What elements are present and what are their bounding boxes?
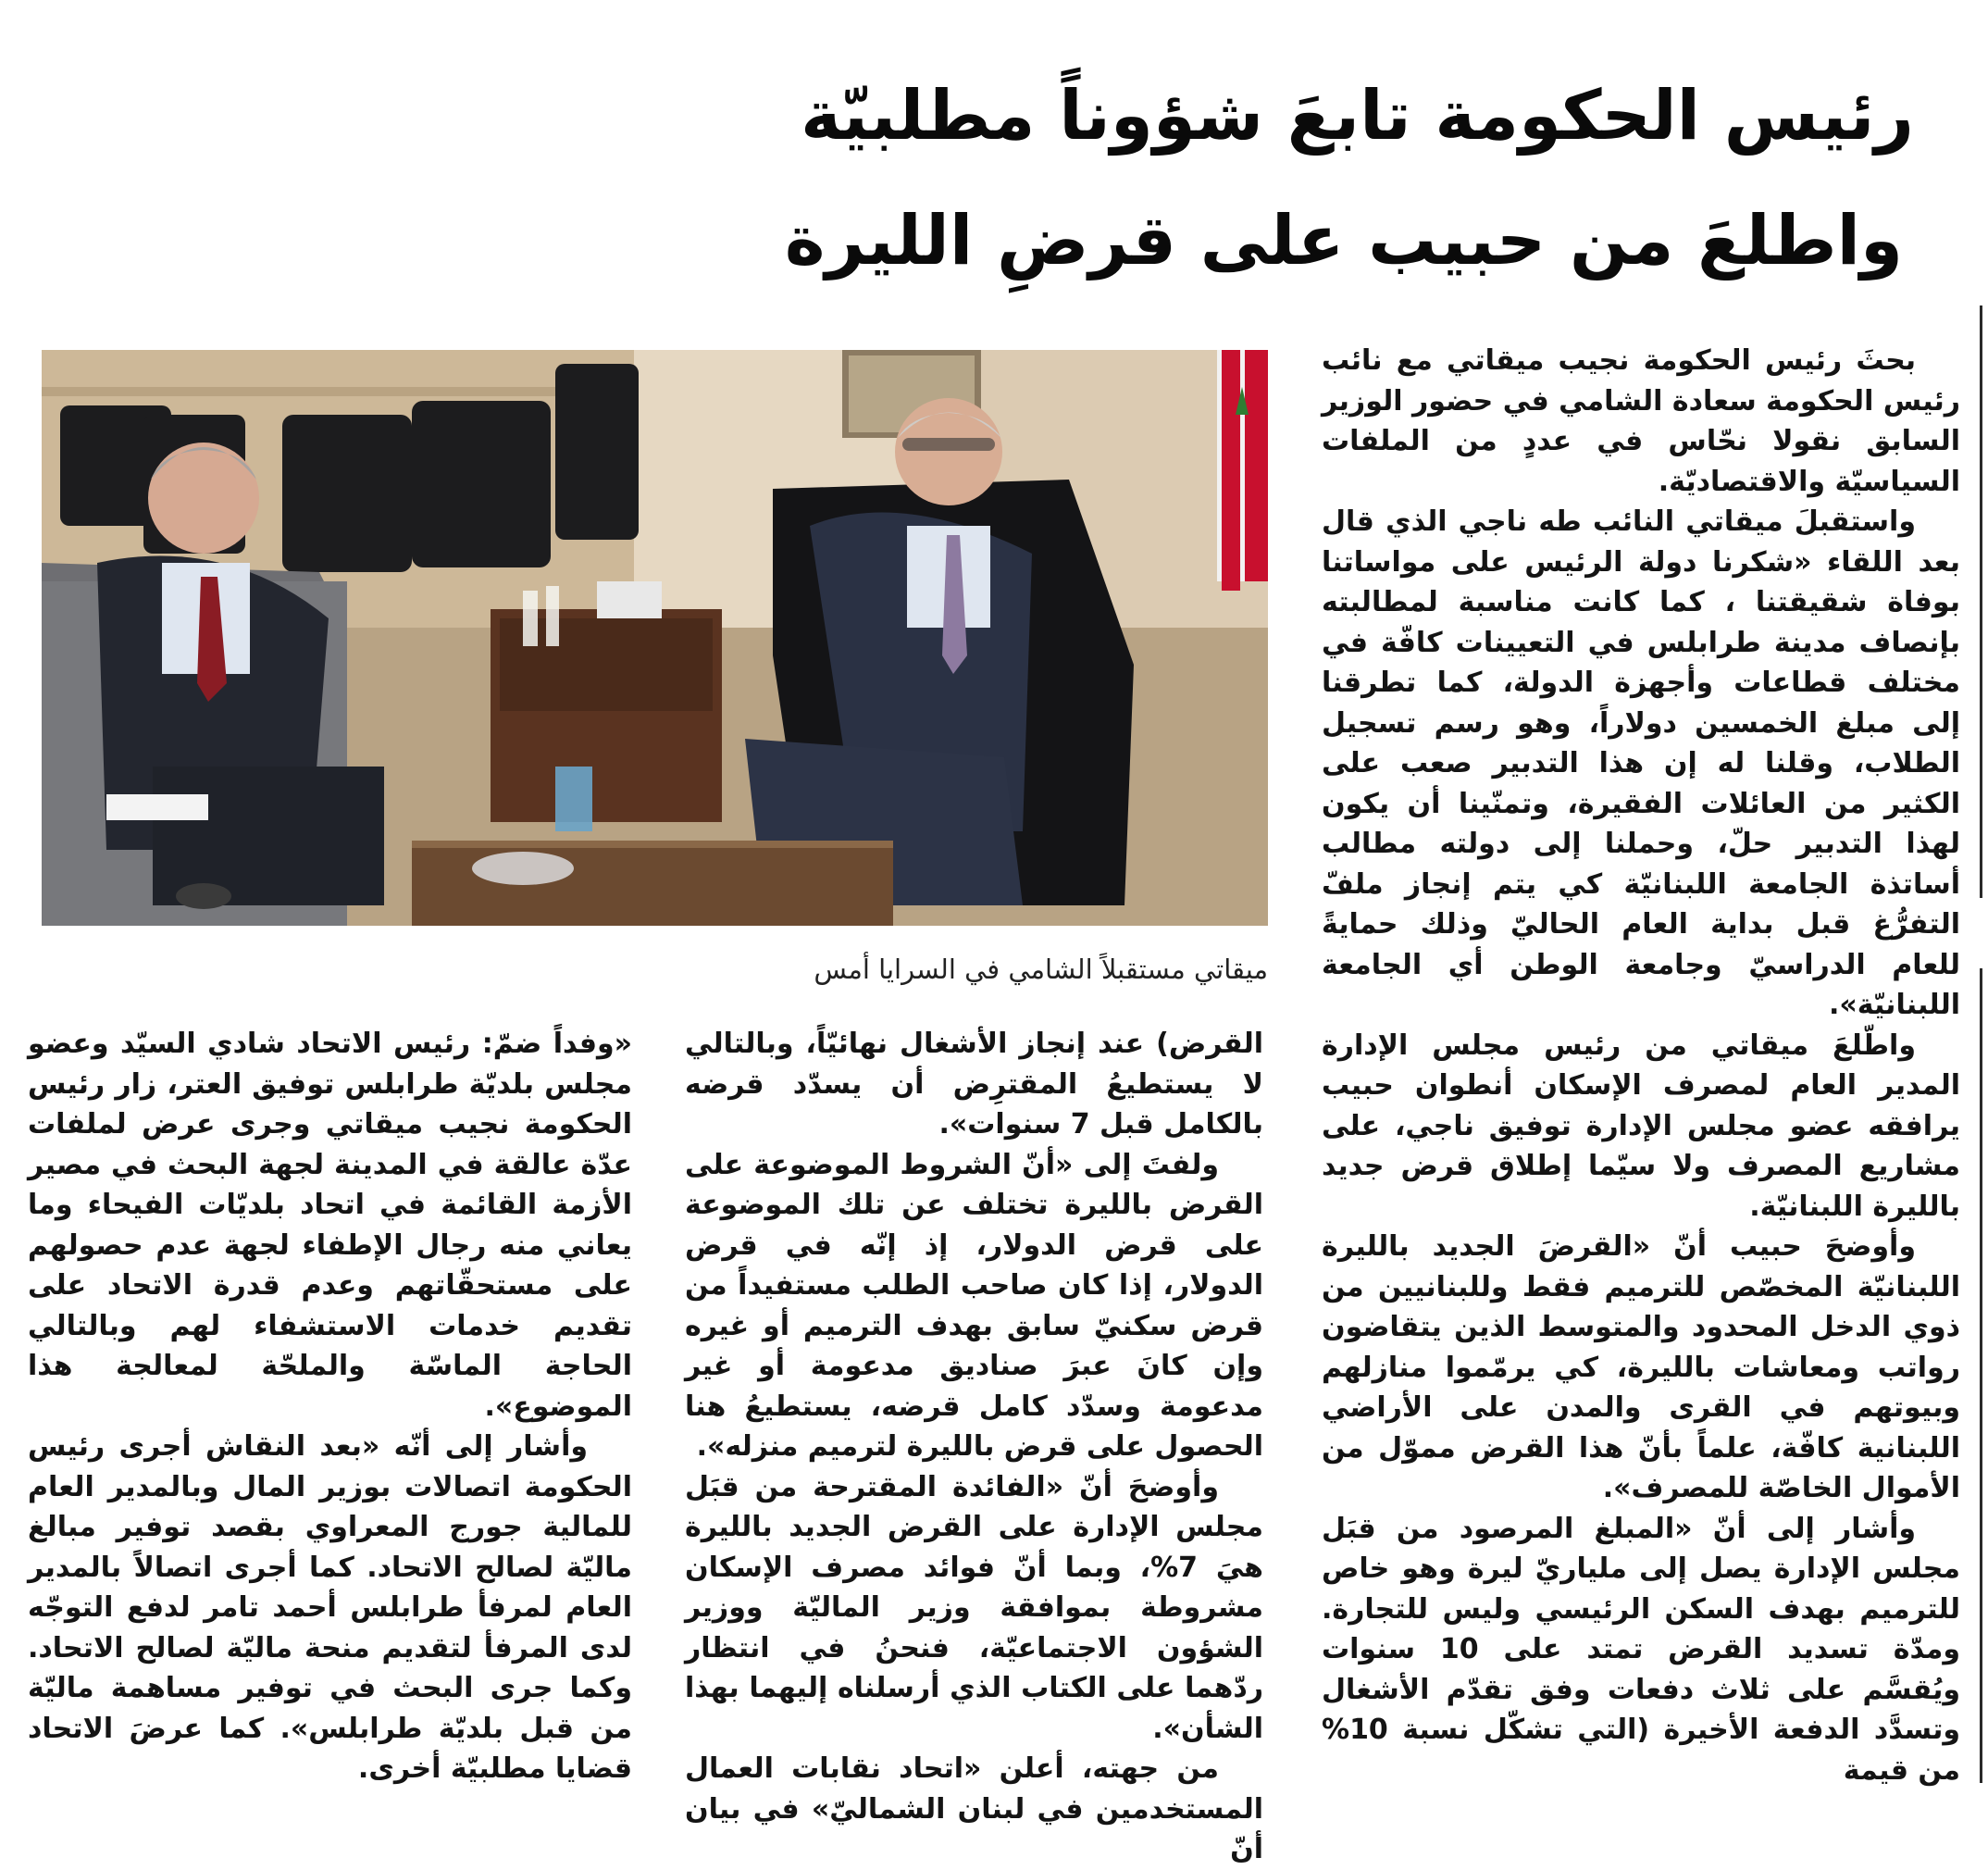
meeting-photo-illustration bbox=[42, 350, 1268, 926]
article-paragraph: ولفتَ إلى «أنّ الشروط الموضوعة على القرض بالليرة تختلف عن تلك الموضوعة على قرض الدولار، إذ إنّه في قرض الدولار، إذا كان صاحب الطلب مستفيداً من قرض سكنيّ سابق بهدف الترميم أو غيره وإن كانَ عبرَ صناديق مدعومة أو غير مدعومة وسدّد كامل قرضه، يستطيعُ هنا الحصول على قرض بالليرة لترميم منزله». bbox=[685, 1148, 1263, 1463]
article-column-left bbox=[28, 1024, 632, 1789]
article-paragraph: «وفداً ضمّ: رئيس الاتحاد شادي السيّد وعضو مجلس بلديّة طرابلس توفيق العتر، زار رئيس الحكومة نجيب ميقاتي وجرى عرض لملفات عدّة عالقة في المدينة لجهة البحث في مصير الأزمة القائمة في اتحاد بلديّات الفيحاء وما يعاني منه رجال الإطفاء لجهة عدم حصولهم على مستحقّاتهم وعدم قدرة الاتحاد على تقديم خدمات الاستشفاء لهم وبالتالي الحاجة الماسّة والملحّة لمعالجة هذا الموضوع». bbox=[28, 1028, 632, 1423]
page-edge-rule bbox=[1980, 968, 1982, 1783]
article-paragraph: وأشار إلى أنّ «المبلغ المرصود من قبَل مجلس الإدارة يصل إلى ملياريّ ليرة وهو خاص للترميم بهدف السكن الرئيسي وليس للتجارة. ومدّة تسديد القرض تمتد على 10 سنوات ويُقسَّم على ثلاث دفعات وفق تقدّم الأشغال وتسدَّد الدفعة الأخيرة (التي تشكّل نسبة 10% من قيمة bbox=[1322, 1512, 1960, 1787]
article-paragraph: واطّلعَ ميقاتي من رئيس مجلس الإدارة المدير العام لمصرف الإسكان أنطوان حبيب يرافقه عضو مجلس الإدارة توفيق ناجي، على مشاريع المصرف ولا سيّما إطلاق قرض جديد بالليرة اللبنانيّة. bbox=[1322, 1028, 1960, 1223]
article-column-middle bbox=[685, 1024, 1263, 1870]
article-column-right bbox=[1322, 341, 1960, 1790]
headline-line-1: رئيس الحكومة تابعَ شؤوناً مطلبيّة bbox=[801, 76, 1914, 156]
article-paragraph: من جهته، أعلن «اتحاد نقابات العمال المستخدمين في لبنان الشماليّ» في بيان أنّ bbox=[685, 1752, 1263, 1865]
article-paragraph: وأوضحَ حبيب أنّ «القرضَ الجديد بالليرة اللبنانيّة المخصّص للترميم فقط وللبنانيين من ذوي الدخل المحدود والمتوسط الذين يتقاضون رواتب ومعاشات بالليرة، كي يرمّموا منازلهم وبيوتهم في القرى والمدن على الأراضي اللبنانية كافّة، علماً بأنّ هذا القرض مموّل من الأموال الخاصّة للمصرف». bbox=[1322, 1230, 1960, 1504]
photo-caption: ميقاتي مستقبلاً الشامي في السرايا أمس bbox=[814, 954, 1268, 985]
article-paragraph: القرض) عند إنجاز الأشغال نهائيّاً، وبالتالي لا يستطيعُ المقترِض أن يسدّد قرضه بالكامل قبل 7 سنوات». bbox=[685, 1028, 1263, 1141]
article-photo bbox=[42, 350, 1268, 926]
article-paragraph: بحثَ رئيس الحكومة نجيب ميقاتي مع نائب رئيس الحكومة سعادة الشامي في حضور الوزير السابق نقولا نحّاس في عددٍ من الملفات السياسيّة والاقتصاديّة. bbox=[1322, 344, 1960, 498]
headline-line-2: واطلعَ من حبيب على قرضِ الليرة bbox=[784, 201, 1903, 280]
page-edge-rule bbox=[1980, 305, 1982, 898]
article-paragraph: وأشار إلى أنّه «بعد النقاش أجرى رئيس الحكومة اتصالات بوزير المال وبالمدير العام للمالية جورج المعراوي بقصد توفير مبالغ ماليّة لصالح الاتحاد. كما أجرى اتصالاً بالمدير العام لمرفأ طرابلس أحمد تامر لدفع التوجّه لدى المرفأ لتقديم منحة ماليّة لصالح الاتحاد. وكما جرى البحث في توفير مساهمة ماليّة من قبل بلديّة طرابلس». كما عرضَ الاتحاد قضايا مطلبيّة أخرى. bbox=[28, 1430, 632, 1785]
article-paragraph: وأوضحَ أنّ «الفائدة المقترحة من قبَل مجلس الإدارة على القرض الجديد بالليرة هيَ 7%، وبما أنّ فوائد مصرف الإسكان مشروطة بموافقة وزير الماليّة ووزير الشؤون الاجتماعيّة، فنحنُ في انتظار ردّهما على الكتاب الذي أرسلناه إليهما بهذا الشأن». bbox=[685, 1470, 1263, 1745]
article-paragraph: واستقبلَ ميقاتي النائب طه ناجي الذي قال بعد اللقاء «شكرنا دولة الرئيس على مواساتنا بوفاة شقيقتنا ، كما كانت مناسبة لمطالبته بإنصاف مدينة طرابلس في التعيينات كافّة في مختلف قطاعات وأجهزة الدولة، كما تطرقنا إلى مبلغ الخمسين دولاراً، وهو رسم تسجيل الطلاب، وقلنا له إن هذا التدبير صعب على الكثير من العائلات الفقيرة، وتمنّينا أن يكون لهذا التدبير حلّ، وحملنا إلى دولته مطالب أساتذة الجامعة اللبنانيّة كي يتم إنجاز ملفّ التفرُّغ قبل بداية العام الحاليّ وذلك حمايةً للعام الدراسيّ وجامعة الوطن أي الجامعة اللبنانيّة». bbox=[1322, 505, 1960, 1021]
